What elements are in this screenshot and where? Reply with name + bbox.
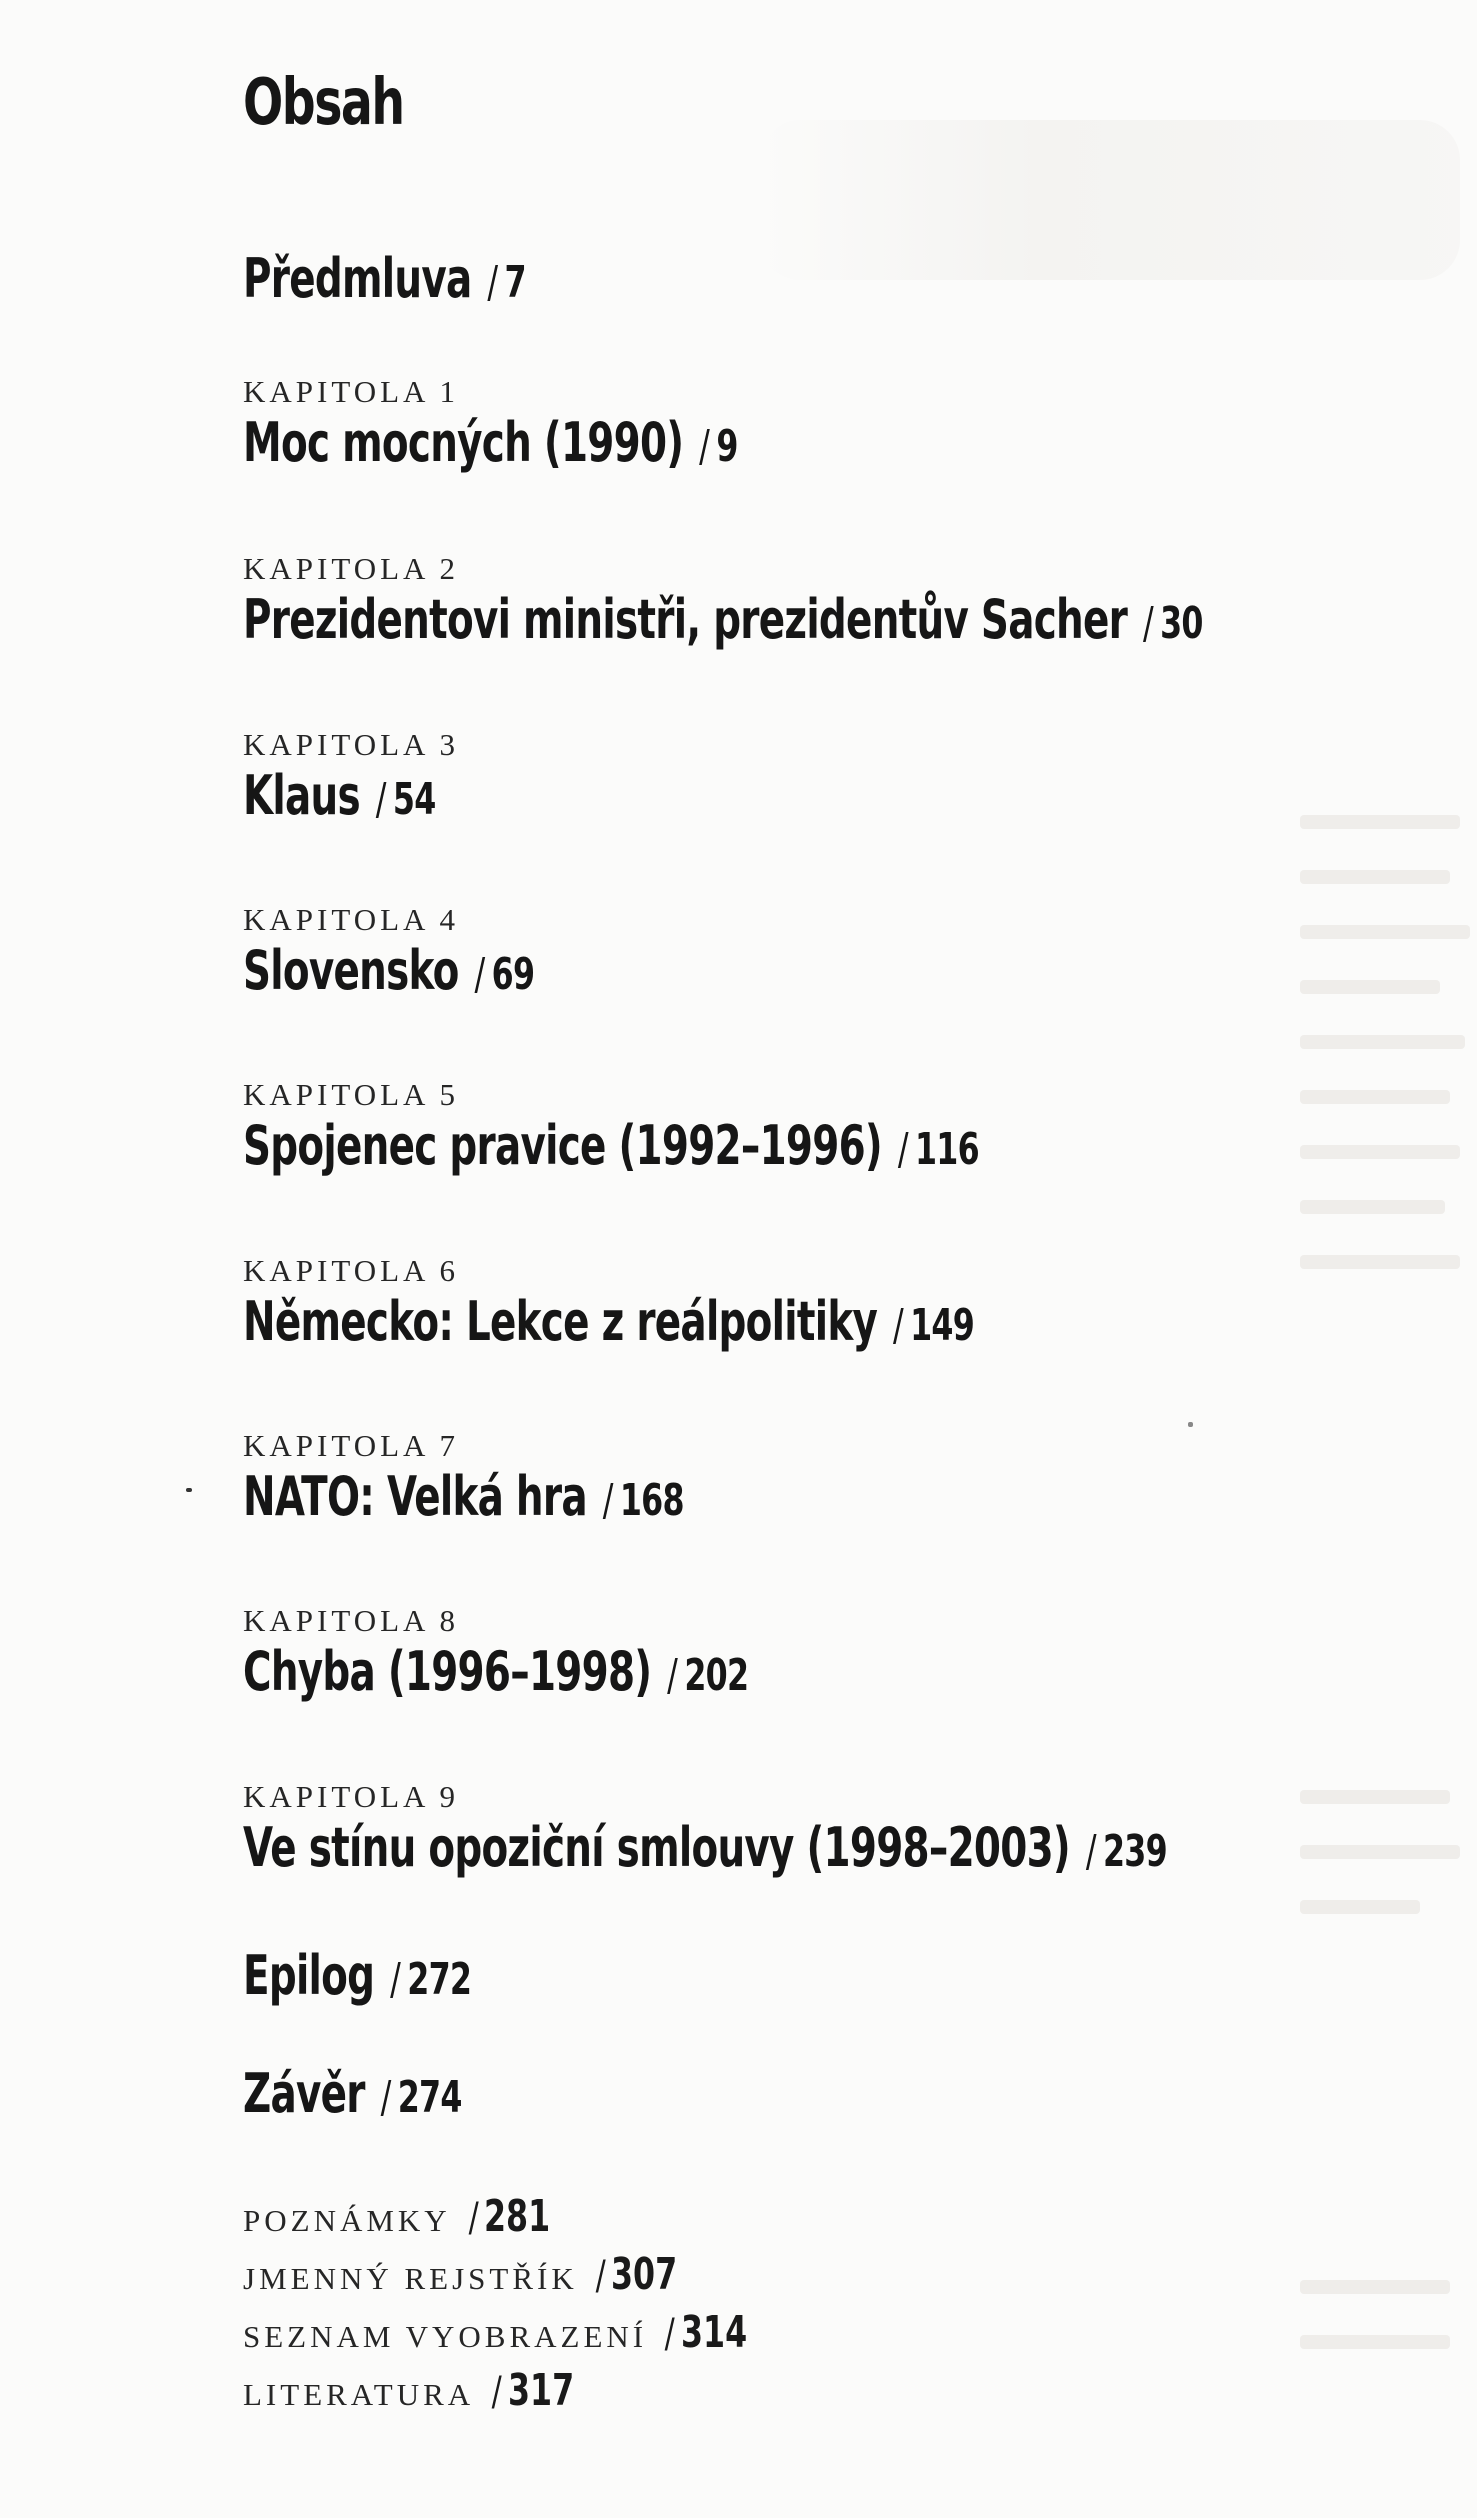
show-through-line xyxy=(1300,2335,1450,2349)
toc-separator: / xyxy=(1085,1826,1096,1877)
toc-entry-chapter-7 xyxy=(243,1428,855,1534)
toc-separator: / xyxy=(602,1475,613,1526)
toc-page-number: 272 xyxy=(407,1954,472,2005)
toc-separator: / xyxy=(487,257,498,308)
toc-heading-text: Německo: Lekce z reálpolitiky xyxy=(243,1290,878,1353)
toc-heading-text: Ve stínu opoziční smlouvy (1998–2003) xyxy=(243,1816,1070,1879)
toc-heading-text: Klaus xyxy=(243,764,360,827)
toc-page-number: 54 xyxy=(392,774,436,825)
toc-entry-predmluva xyxy=(243,246,636,316)
toc-separator: / xyxy=(664,2311,675,2357)
toc-separator: / xyxy=(892,1300,903,1351)
toc-heading-text: Moc mocných (1990) xyxy=(243,411,684,474)
toc-page-number: 281 xyxy=(484,2191,551,2242)
toc-separator: / xyxy=(375,774,386,825)
toc-backmatter-literatura xyxy=(243,2362,600,2430)
toc-page-number: 30 xyxy=(1160,598,1203,649)
toc-heading xyxy=(243,1639,748,1709)
toc-separator: / xyxy=(491,2369,502,2415)
show-through-line xyxy=(1300,870,1450,884)
toc-page-number: 69 xyxy=(491,949,535,1000)
show-through-line xyxy=(1300,1900,1420,1914)
toc-heading-text: Chyba (1996–1998) xyxy=(243,1640,652,1703)
toc-page-number: 239 xyxy=(1102,1826,1167,1877)
show-through-line xyxy=(1300,980,1440,994)
toc-separator: / xyxy=(468,2195,479,2241)
toc-heading xyxy=(243,1464,684,1534)
chapter-label: KAPITOLA 8 xyxy=(243,1603,459,1638)
toc-heading xyxy=(243,2061,462,2131)
toc-heading xyxy=(243,587,1203,657)
toc-page-number: 307 xyxy=(611,2249,678,2300)
chapter-label: KAPITOLA 9 xyxy=(243,1779,459,1814)
toc-separator: / xyxy=(595,2253,606,2299)
chapter-label: KAPITOLA 2 xyxy=(243,551,459,586)
toc-heading xyxy=(243,763,436,833)
toc-entry-zaver xyxy=(243,2061,547,2131)
toc-heading-text: Prezidentovi ministři, prezidentův Sacher xyxy=(243,588,1128,651)
show-through-line xyxy=(1300,815,1460,829)
show-through-line xyxy=(1300,1145,1460,1159)
show-through-line xyxy=(1300,1035,1465,1049)
toc-page-number: 9 xyxy=(716,421,738,472)
toc-heading xyxy=(243,1943,471,2013)
backmatter-label: POZNÁMKY xyxy=(243,2203,451,2238)
toc-heading-text: Slovensko xyxy=(243,939,459,1002)
chapter-label: KAPITOLA 6 xyxy=(243,1253,459,1288)
toc-page-number: 7 xyxy=(504,257,526,308)
show-through-line xyxy=(1300,1255,1460,1269)
toc-entry-chapter-5 xyxy=(243,1077,1265,1183)
ink-speck xyxy=(186,1488,192,1492)
toc-entry-epilog xyxy=(243,1943,560,2013)
toc-heading xyxy=(243,246,526,316)
chapter-label: KAPITOLA 5 xyxy=(243,1077,459,1112)
show-through-line xyxy=(1300,1200,1445,1214)
toc-heading xyxy=(243,1113,979,1183)
toc-separator: / xyxy=(699,421,710,472)
chapter-label: KAPITOLA 4 xyxy=(243,902,459,937)
toc-entry-chapter-3 xyxy=(243,727,510,833)
toc-page-number: 202 xyxy=(684,1650,749,1701)
toc-page-number: 317 xyxy=(507,2365,574,2416)
toc-entry-chapter-8 xyxy=(243,1603,945,1709)
chapter-label: KAPITOLA 3 xyxy=(243,727,459,762)
toc-heading xyxy=(243,410,738,480)
backmatter-label: JMENNÝ REJSTŘÍK xyxy=(243,2261,578,2296)
toc-entry-chapter-4 xyxy=(243,902,648,1008)
ink-speck xyxy=(1188,1422,1193,1427)
toc-entry-chapter-2 xyxy=(243,551,1477,657)
toc-page-number: 168 xyxy=(619,1475,684,1526)
toc-separator: / xyxy=(1142,598,1153,649)
toc-entry-chapter-9 xyxy=(243,1779,1477,1885)
show-through-line xyxy=(1300,1090,1450,1104)
page-title: Obsah xyxy=(243,66,404,140)
toc-separator: / xyxy=(380,2072,391,2123)
backmatter-label: LITERATURA xyxy=(243,2377,475,2412)
toc-page-number: 116 xyxy=(914,1124,979,1175)
toc-page-number: 274 xyxy=(397,2072,462,2123)
toc-entry-chapter-6 xyxy=(243,1253,1258,1359)
toc-separator: / xyxy=(390,1954,401,2005)
toc-heading-text: Předmluva xyxy=(243,247,472,310)
toc-heading xyxy=(243,1815,1167,1885)
toc-page-number: 314 xyxy=(680,2307,747,2358)
toc-page-number: 149 xyxy=(910,1300,975,1351)
chapter-label: KAPITOLA 1 xyxy=(243,374,459,409)
toc-heading-text: NATO: Velká hra xyxy=(243,1465,587,1528)
chapter-label: KAPITOLA 7 xyxy=(243,1428,459,1463)
show-through-line xyxy=(1300,925,1470,939)
show-through-shadow xyxy=(760,120,1460,280)
toc-separator: / xyxy=(474,949,485,1000)
toc-heading-text: Spojenec pravice (1992–1996) xyxy=(243,1114,882,1177)
toc-separator: / xyxy=(897,1124,908,1175)
toc-separator: / xyxy=(667,1650,678,1701)
toc-heading-text: Epilog xyxy=(243,1944,375,2007)
toc-heading xyxy=(243,1289,974,1359)
toc-heading-text: Závěr xyxy=(243,2062,365,2125)
toc-entry-chapter-1 xyxy=(243,374,930,480)
toc-heading xyxy=(243,938,534,1008)
show-through-line xyxy=(1300,2280,1450,2294)
backmatter-label: SEZNAM VYOBRAZENÍ xyxy=(243,2319,648,2354)
